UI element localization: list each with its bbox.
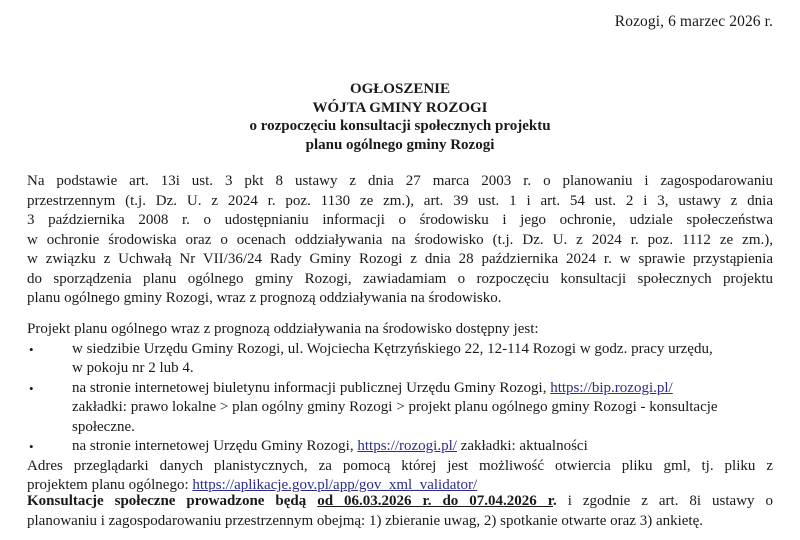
item-text: w siedzibie Urzędu Gminy Rozogi, ul. Wojciecha Kętrzyńskiego 22, 12-114 Rozogi w godz. pracy urzędu, [72, 340, 713, 357]
availability-section [27, 320, 773, 496]
viewer-text-part: projektem planu ogólnego: [27, 477, 193, 493]
gml-viewer-link[interactable]: https://aplikacje.gov.pl/app/gov_xml_validator/ [192, 477, 478, 493]
intro-line: do sporządzenia planu ogólnego gminy Rozogi, zawiadamiam o rozpoczęciu konsultacji społecznych projektu [27, 270, 773, 287]
consultation-period: od 06.03.2026 r. do 07.04.2026 r [317, 493, 553, 509]
intro-line: 3 października 2008 r. o udostępnianiu informacji o środowisku i jego ochronie, udziale społeczeństwa [27, 212, 773, 228]
bip-link[interactable]: https://bip.rozogi.pl/ [550, 379, 673, 396]
item-text [72, 437, 773, 457]
consultation-line-1 [27, 492, 773, 512]
title-line-3: o rozpoczęciu konsultacji społecznych projektu [249, 118, 551, 134]
availability-intro: Projekt planu ogólnego wraz z prognozą oddziaływania na środowisko dostępny jest: [27, 321, 539, 337]
title-line-4: planu ogólnego gminy Rozogi [305, 136, 495, 153]
bullet-icon: • [29, 439, 34, 454]
intro-line: przestrzennym (t.j. Dz. U. z 2024 r. poz. 1130 ze zm.), art. 39 ust. 1 i art. 54 ust. 2 i 3, ustawy z dnia [27, 192, 773, 209]
consultation-rest: i zgodnie z art. 8i ustawy o [556, 493, 773, 509]
item-text-part: zakładki: aktualności [456, 438, 588, 454]
consultation-line-2: planowaniu i zagospodarowaniu przestrzennym obejmą: 1) zbieranie uwag, 2) spotkanie otwarte oraz 3) ankietę. [27, 512, 703, 529]
bullet-icon: • [29, 341, 34, 357]
intro-line: planu ogólnego gminy Rozogi, wraz z prognozą oddziaływania na środowisko. [27, 290, 502, 306]
item-text-part: na stronie internetowej Urzędu Gminy Rozogi, [72, 438, 358, 454]
consultation-paragraph [27, 492, 773, 531]
availability-item-office [27, 340, 773, 379]
viewer-text: Adres przeglądarki danych planistycznych, za pomocą której jest możliwość otwiercia pliku gml, tj. pliku z [27, 457, 773, 474]
title-line-1: OGŁOSZENIE [349, 81, 451, 97]
intro-line: Na podstawie art. 13i ust. 3 pkt 8 ustawy z dnia 27 marca 2003 r. o planowaniu i zagospodarowaniu [27, 173, 773, 189]
intro-line: w związku z Uchwałą Nr VII/36/24 Rady Gminy Rozogi z dnia 28 października 2024 r. w sprawie przystąpienia [27, 251, 773, 267]
item-text: w pokoju nr 2 lub 4. [72, 360, 194, 376]
intro-paragraph [27, 172, 773, 309]
item-text: społeczne. [72, 418, 135, 435]
availability-item-website [27, 437, 773, 457]
intro-line: w ochronie środowiska oraz o ocenach oddziaływania na środowisko (t.j. Dz. U. z 2024 r. poz. 1112 ze zm.), [27, 231, 773, 248]
bullet-icon: • [29, 380, 34, 396]
item-text [72, 379, 773, 399]
item-text: zakładki: prawo lokalne > plan ogólny gminy Rozogi > projekt planu ogólnego gminy Rozogi - konsultacje [72, 399, 718, 415]
title-line-2: WÓJTA GMINY ROZOGI [312, 99, 488, 116]
website-link[interactable]: https://rozogi.pl/ [357, 438, 457, 454]
period-end: . [553, 493, 557, 509]
availability-item-bip [27, 379, 773, 438]
item-text-part: na stronie internetowej biuletynu informacji publicznej Urzędu Gminy Rozogi, [72, 379, 551, 396]
consultation-lead: Konsultacje społeczne prowadzone będą [27, 493, 318, 509]
announcement-title [27, 80, 773, 154]
date-line: Rozogi, 6 marzec 2026 r. [614, 13, 773, 30]
